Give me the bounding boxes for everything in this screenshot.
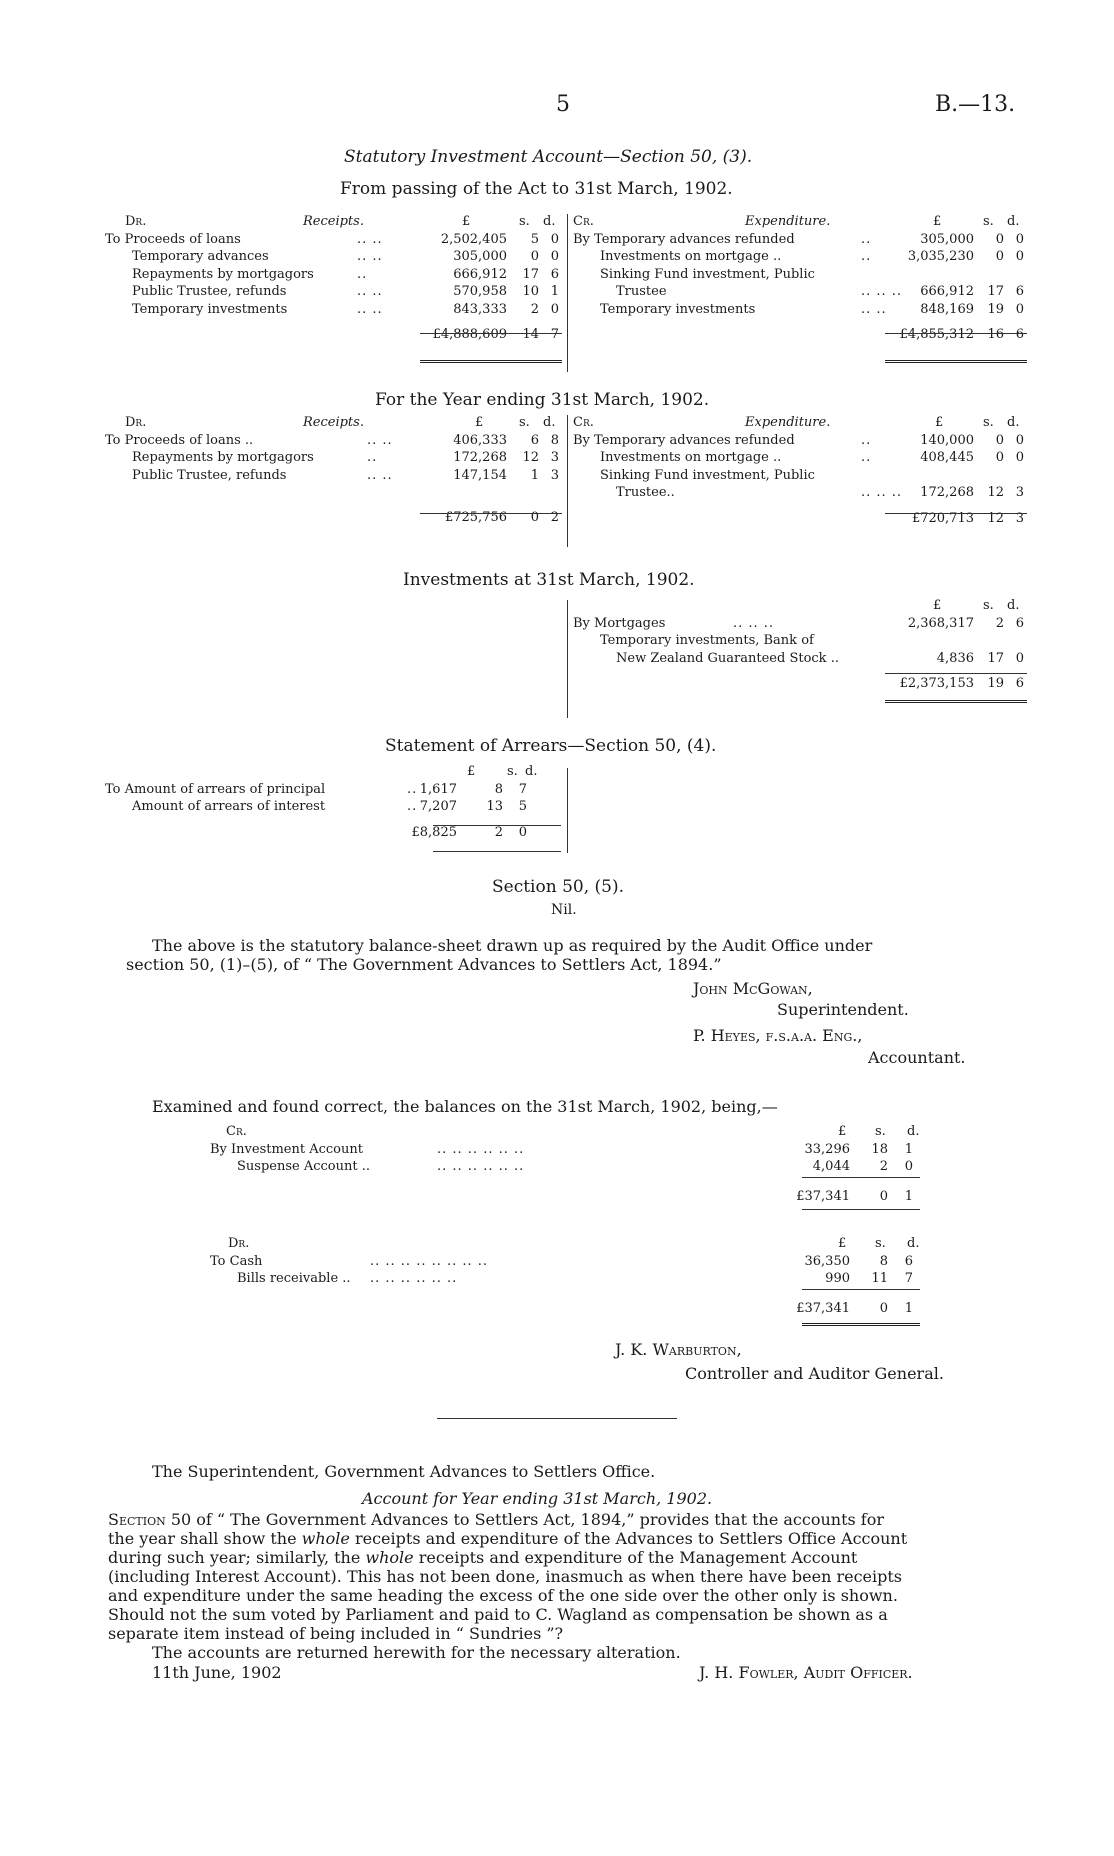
leader-dots: .. .. xyxy=(367,467,393,483)
examined-intro: Examined and found correct, the balances on the 31st March, 1902, being,— xyxy=(152,1097,778,1116)
total-pounds: £725,756 xyxy=(444,510,507,525)
pounds-value: 36,350 xyxy=(804,1253,850,1269)
pence-value: 0 xyxy=(550,249,559,264)
pence-column: d. xyxy=(907,1236,920,1251)
statement-line-1: The above is the statutory balance-sheet drawn up as required by the Audit Office under xyxy=(152,936,873,955)
table-row xyxy=(105,248,565,266)
pounds-value: 33,296 xyxy=(804,1141,850,1157)
audit-paragraph-line-7: separate item instead of being included in “ Sundries ”? xyxy=(108,1624,564,1643)
table-row xyxy=(105,266,565,284)
shillings-value: 10 xyxy=(522,284,539,299)
shillings-value: 12 xyxy=(522,450,539,465)
pound-column: £ xyxy=(467,764,476,779)
section-word: Section xyxy=(108,1510,166,1529)
shillings-value: 0 xyxy=(995,231,1004,247)
pounds-value: 172,268 xyxy=(453,450,507,465)
total-pence: 0 xyxy=(518,824,527,840)
shillings-value: 0 xyxy=(995,249,1004,264)
total-pounds: £2,373,153 xyxy=(899,676,974,691)
pence-column: d. xyxy=(1007,415,1020,430)
arrears-table xyxy=(105,763,565,841)
pounds-value: 147,154 xyxy=(453,467,507,483)
pence-value: 0 xyxy=(1015,450,1024,465)
column-divider xyxy=(567,214,568,372)
leader-dots: .. xyxy=(367,450,378,465)
pence-value: 0 xyxy=(1015,301,1024,317)
audit-paragraph-line-4: (including Interest Account). This has not been done, inasmuch as when there have been receipts xyxy=(108,1567,902,1586)
table-row xyxy=(210,1158,920,1176)
pounds-value: 305,000 xyxy=(453,249,507,264)
total-pence: 1 xyxy=(904,1300,913,1316)
table-row xyxy=(210,1253,920,1271)
pounds-value: 408,445 xyxy=(920,450,974,465)
table-row xyxy=(573,248,1028,266)
pounds-value: 666,912 xyxy=(920,284,974,299)
row-label: By Mortgages xyxy=(573,615,666,631)
sum-rule xyxy=(802,1289,920,1290)
leader-dots: .. .. .. xyxy=(861,284,903,299)
pence-value: 6 xyxy=(904,1253,913,1269)
total-double-rule xyxy=(885,360,1027,366)
pence-value: 7 xyxy=(518,781,527,797)
statutory-credit-table xyxy=(573,213,1028,344)
table-row xyxy=(573,432,1028,450)
expenditure-label: Expenditure. xyxy=(745,415,831,430)
pence-value: 3 xyxy=(550,467,559,483)
shillings-value: 12 xyxy=(987,485,1004,500)
row-label: Temporary advances xyxy=(132,249,269,264)
pence-column: d. xyxy=(525,764,538,779)
line-text: during such year; similarly, the xyxy=(108,1548,366,1567)
total-shillings: 12 xyxy=(987,510,1004,526)
total-pounds: £37,341 xyxy=(796,1300,850,1316)
shillings-value: 11 xyxy=(871,1271,888,1286)
table-row xyxy=(210,1141,920,1159)
pence-value: 0 xyxy=(1015,249,1024,264)
table-row xyxy=(573,301,1028,319)
statutory-account-subtitle: From passing of the Act to 31st March, 1902. xyxy=(340,179,733,199)
leader-dots: .. xyxy=(407,799,418,814)
shillings-value: 17 xyxy=(987,650,1004,666)
emphasis-whole: whole xyxy=(301,1529,350,1548)
total-rule xyxy=(433,851,561,852)
shilling-column: s. xyxy=(875,1124,886,1139)
row-label: Repayments by mortgagors xyxy=(132,450,314,465)
section-505-value: Nil. xyxy=(551,902,577,918)
pounds-value: 4,836 xyxy=(936,650,974,666)
row-label: Investments on mortgage .. xyxy=(600,450,782,465)
audit-paragraph-line-8: The accounts are returned herewith for the necessary alteration. xyxy=(152,1643,681,1662)
pounds-value: 2,368,317 xyxy=(907,615,974,631)
shillings-value: 0 xyxy=(995,450,1004,465)
year-account-subtitle: For the Year ending 31st March, 1902. xyxy=(375,390,710,410)
shillings-value: 5 xyxy=(530,231,539,247)
sum-rule xyxy=(433,825,561,826)
audit-officer-signature: J. H. Fowler, Audit Officer. xyxy=(699,1663,913,1682)
sum-rule xyxy=(420,333,562,334)
pounds-value: 570,958 xyxy=(453,284,507,299)
pence-value: 3 xyxy=(550,450,559,465)
leader-dots: .. .. .. .. .. .. xyxy=(437,1159,525,1174)
accountant-title: Accountant. xyxy=(868,1048,966,1067)
shillings-value: 19 xyxy=(987,301,1004,317)
pence-column: d. xyxy=(543,415,556,430)
shillings-value: 17 xyxy=(987,284,1004,299)
leader-dots: .. .. xyxy=(357,284,383,299)
document-reference: B.—13. xyxy=(935,92,1016,117)
audit-paragraph-line-1 xyxy=(108,1510,884,1530)
total-pounds: £4,888,609 xyxy=(432,327,507,342)
row-label: To Amount of arrears of principal xyxy=(105,781,326,797)
pence-column: d. xyxy=(1007,598,1020,613)
leader-dots: .. .. xyxy=(861,301,887,317)
pence-value: 0 xyxy=(550,301,559,317)
examined-debit-table xyxy=(210,1235,920,1317)
shilling-column: s. xyxy=(983,214,994,229)
audit-date: 11th June, 1902 xyxy=(152,1663,282,1682)
line-text: receipts and expenditure of the Advances to Settlers Office Account xyxy=(349,1529,908,1548)
pound-column: £ xyxy=(475,415,484,430)
table-row xyxy=(105,449,565,467)
table-row xyxy=(573,467,1028,485)
credit-label: Cr. xyxy=(573,214,594,229)
section-separator xyxy=(437,1418,677,1419)
pence-value: 1 xyxy=(904,1141,913,1157)
pounds-value: 2,502,405 xyxy=(440,231,507,247)
superintendent-name: John McGowan, xyxy=(693,979,813,998)
row-label: Temporary investments, Bank of xyxy=(600,633,814,648)
table-row xyxy=(105,301,565,319)
shillings-value: 2 xyxy=(995,615,1004,631)
table-row xyxy=(210,1270,920,1288)
pence-column: d. xyxy=(907,1124,920,1139)
pounds-value: 1,617 xyxy=(419,781,457,797)
total-shillings: 0 xyxy=(530,510,539,525)
pence-value: 7 xyxy=(904,1271,913,1286)
leader-dots: .. xyxy=(357,266,368,282)
column-divider xyxy=(567,768,568,853)
table-row xyxy=(573,650,1028,668)
column-divider xyxy=(567,415,568,547)
table-row xyxy=(105,283,565,301)
pence-value: 0 xyxy=(1015,432,1024,448)
total-pence: 6 xyxy=(1015,327,1024,342)
pounds-value: 848,169 xyxy=(920,301,974,317)
table-row xyxy=(573,615,1028,633)
sum-rule xyxy=(420,513,562,514)
pence-value: 0 xyxy=(904,1159,913,1174)
debit-label: Dr. xyxy=(228,1236,250,1251)
leader-dots: .. xyxy=(861,432,872,448)
total-pence: 3 xyxy=(1015,510,1024,526)
total-shillings: 0 xyxy=(879,1300,888,1316)
leader-dots: .. .. .. xyxy=(861,485,903,500)
total-pounds: £8,825 xyxy=(411,824,457,840)
investments-table xyxy=(573,597,1028,693)
emphasis-whole: whole xyxy=(365,1548,414,1567)
row-label: Sinking Fund investment, Public xyxy=(600,266,815,282)
row-label: By Temporary advances refunded xyxy=(573,231,795,247)
sum-rule xyxy=(802,1177,920,1178)
row-label: Investments on mortgage .. xyxy=(600,249,782,264)
shilling-column: s. xyxy=(983,598,994,613)
pence-value: 8 xyxy=(550,432,559,448)
table-row xyxy=(105,432,565,450)
superintendent-title: Superintendent. xyxy=(777,1000,909,1019)
pound-column: £ xyxy=(838,1124,847,1139)
row-label: Trustee xyxy=(616,284,667,299)
shilling-column: s. xyxy=(507,764,518,779)
leader-dots: .. .. .. .. .. .. xyxy=(437,1141,525,1157)
row-label: Sinking Fund investment, Public xyxy=(600,467,815,483)
shilling-column: s. xyxy=(875,1236,886,1251)
row-label: Amount of arrears of interest xyxy=(132,799,326,814)
total-shillings: 0 xyxy=(879,1188,888,1204)
leader-dots: .. .. xyxy=(367,432,393,448)
accountant-name: P. Heyes, f.s.a.a. Eng., xyxy=(693,1026,863,1045)
arrears-subtitle: Statement of Arrears—Section 50, (4). xyxy=(385,736,717,756)
shillings-value: 6 xyxy=(530,432,539,448)
pence-value: 5 xyxy=(518,799,527,814)
row-label: To Proceeds of loans xyxy=(105,231,241,247)
statutory-debit-table xyxy=(105,213,565,344)
leader-dots: .. .. .. xyxy=(733,615,775,631)
line-text: receipts and expenditure of the Management Account xyxy=(413,1548,858,1567)
pence-value: 6 xyxy=(1015,615,1024,631)
credit-label: Cr. xyxy=(573,415,594,430)
leader-dots: .. xyxy=(861,231,872,247)
receipts-label: Receipts. xyxy=(303,415,364,430)
statement-line-2: section 50, (1)–(5), of “ The Government Advances to Settlers Act, 1894.” xyxy=(126,955,722,974)
pence-value: 0 xyxy=(1015,650,1024,666)
table-row xyxy=(105,231,565,249)
shillings-value: 17 xyxy=(522,266,539,282)
pounds-value: 406,333 xyxy=(453,432,507,448)
leader-dots: .. .. .. .. .. .. .. .. xyxy=(370,1253,489,1269)
shilling-column: s. xyxy=(519,415,530,430)
total-pence: 2 xyxy=(550,510,559,525)
row-label: Temporary investments xyxy=(600,301,756,317)
row-label: To Proceeds of loans .. xyxy=(105,432,254,448)
audit-paragraph-line-3 xyxy=(108,1548,857,1568)
table-row xyxy=(573,632,1028,650)
row-label: By Investment Account xyxy=(210,1141,363,1157)
auditor-general-title: Controller and Auditor General. xyxy=(685,1364,944,1383)
expenditure-label: Expenditure. xyxy=(745,214,831,229)
shillings-value: 8 xyxy=(494,781,503,797)
receipts-label: Receipts. xyxy=(303,214,364,229)
table-row xyxy=(105,467,565,485)
row-label: Public Trustee, refunds xyxy=(132,467,287,483)
table-row xyxy=(573,266,1028,284)
pounds-value: 305,000 xyxy=(920,231,974,247)
pound-column: £ xyxy=(933,214,942,229)
sum-rule xyxy=(885,673,1027,674)
debit-label: Dr. xyxy=(125,214,147,229)
pence-column: d. xyxy=(543,214,556,229)
shillings-value: 0 xyxy=(530,249,539,264)
pounds-value: 172,268 xyxy=(920,485,974,500)
pound-column: £ xyxy=(933,598,942,613)
pound-column: £ xyxy=(462,214,471,229)
investments-subtitle: Investments at 31st March, 1902. xyxy=(403,570,695,590)
table-row xyxy=(573,449,1028,467)
year-debit-table xyxy=(105,414,565,527)
pounds-value: 3,035,230 xyxy=(907,249,974,264)
credit-label: Cr. xyxy=(226,1124,247,1139)
pounds-value: 7,207 xyxy=(419,799,457,814)
table-row xyxy=(573,231,1028,249)
shillings-value: 1 xyxy=(530,467,539,483)
shilling-column: s. xyxy=(983,415,994,430)
total-double-rule xyxy=(885,700,1027,706)
leader-dots: .. .. xyxy=(357,231,383,247)
row-label: Public Trustee, refunds xyxy=(132,284,287,299)
examined-credit-table xyxy=(210,1123,920,1205)
row-label: Trustee.. xyxy=(616,485,675,500)
pence-value: 6 xyxy=(1015,284,1024,299)
pence-value: 0 xyxy=(1015,231,1024,247)
pence-value: 3 xyxy=(1015,485,1024,500)
row-label: Bills receivable .. xyxy=(237,1271,351,1286)
audit-paragraph-line-2 xyxy=(108,1529,907,1549)
sum-rule xyxy=(885,333,1027,334)
leader-dots: .. .. xyxy=(357,249,383,264)
shillings-value: 13 xyxy=(486,799,503,814)
column-divider xyxy=(567,600,568,718)
total-pounds: £720,713 xyxy=(911,510,974,526)
shillings-value: 0 xyxy=(995,432,1004,448)
row-label: To Cash xyxy=(210,1253,263,1269)
leader-dots: .. xyxy=(861,450,872,465)
total-pence: 7 xyxy=(550,327,559,342)
leader-dots: .. xyxy=(407,781,418,797)
row-label: Repayments by mortgagors xyxy=(132,266,314,282)
leader-dots: .. .. xyxy=(357,301,383,317)
pence-value: 6 xyxy=(550,266,559,282)
shillings-value: 18 xyxy=(871,1141,888,1157)
line-text: 50 of “ The Government Advances to Settlers Act, 1894,” provides that the accounts for xyxy=(165,1510,884,1529)
sum-rule xyxy=(885,513,1027,514)
total-shillings: 19 xyxy=(987,676,1004,691)
pence-column: d. xyxy=(1007,214,1020,229)
total-pence: 1 xyxy=(904,1188,913,1204)
pence-value: 0 xyxy=(550,231,559,247)
total-pence: 6 xyxy=(1015,676,1024,691)
total-rule xyxy=(802,1209,920,1210)
total-shillings: 2 xyxy=(494,824,503,840)
pence-value: 1 xyxy=(550,284,559,299)
table-row xyxy=(573,283,1028,301)
total-double-rule xyxy=(420,360,562,366)
audit-title: Account for Year ending 31st March, 1902. xyxy=(362,1489,713,1508)
debit-label: Dr. xyxy=(125,415,147,430)
section-505-subtitle: Section 50, (5). xyxy=(492,877,625,897)
audit-paragraph-line-5: and expenditure under the same heading the excess of the one side over the other only is shown. xyxy=(108,1586,898,1605)
shilling-column: s. xyxy=(519,214,530,229)
pound-column: £ xyxy=(935,415,944,430)
audit-addressee: The Superintendent, Government Advances to Settlers Office. xyxy=(152,1462,656,1481)
total-pounds: £4,855,312 xyxy=(899,327,974,342)
shillings-value: 2 xyxy=(879,1159,888,1174)
pounds-value: 843,333 xyxy=(453,301,507,317)
leader-dots: .. .. .. .. .. .. xyxy=(370,1271,458,1286)
pounds-value: 140,000 xyxy=(920,432,974,448)
row-label: Suspense Account .. xyxy=(237,1159,370,1174)
row-label: By Temporary advances refunded xyxy=(573,432,795,448)
statutory-account-title: Statutory Investment Account—Section 50, (3). xyxy=(344,147,753,167)
pounds-value: 666,912 xyxy=(453,266,507,282)
year-credit-table xyxy=(573,414,1028,527)
table-row xyxy=(573,484,1028,502)
total-pounds: £37,341 xyxy=(796,1188,850,1204)
row-label: New Zealand Guaranteed Stock .. xyxy=(616,650,839,666)
line-text: the year shall show the xyxy=(108,1529,302,1548)
total-double-rule xyxy=(802,1323,920,1329)
row-label: Temporary investments xyxy=(132,301,288,317)
table-row xyxy=(105,781,565,799)
pounds-value: 990 xyxy=(825,1271,850,1286)
table-row xyxy=(105,798,565,816)
pound-column: £ xyxy=(838,1236,847,1251)
total-shillings: 14 xyxy=(522,327,539,342)
audit-paragraph-line-6: Should not the sum voted by Parliament and paid to C. Wagland as compensation be shown as a xyxy=(108,1605,888,1624)
page-number: 5 xyxy=(556,92,570,117)
shillings-value: 2 xyxy=(530,301,539,317)
shillings-value: 8 xyxy=(879,1253,888,1269)
auditor-general-name: J. K. Warburton, xyxy=(615,1340,742,1359)
pounds-value: 4,044 xyxy=(812,1159,850,1174)
leader-dots: .. xyxy=(861,249,872,264)
total-shillings: 16 xyxy=(987,327,1004,342)
